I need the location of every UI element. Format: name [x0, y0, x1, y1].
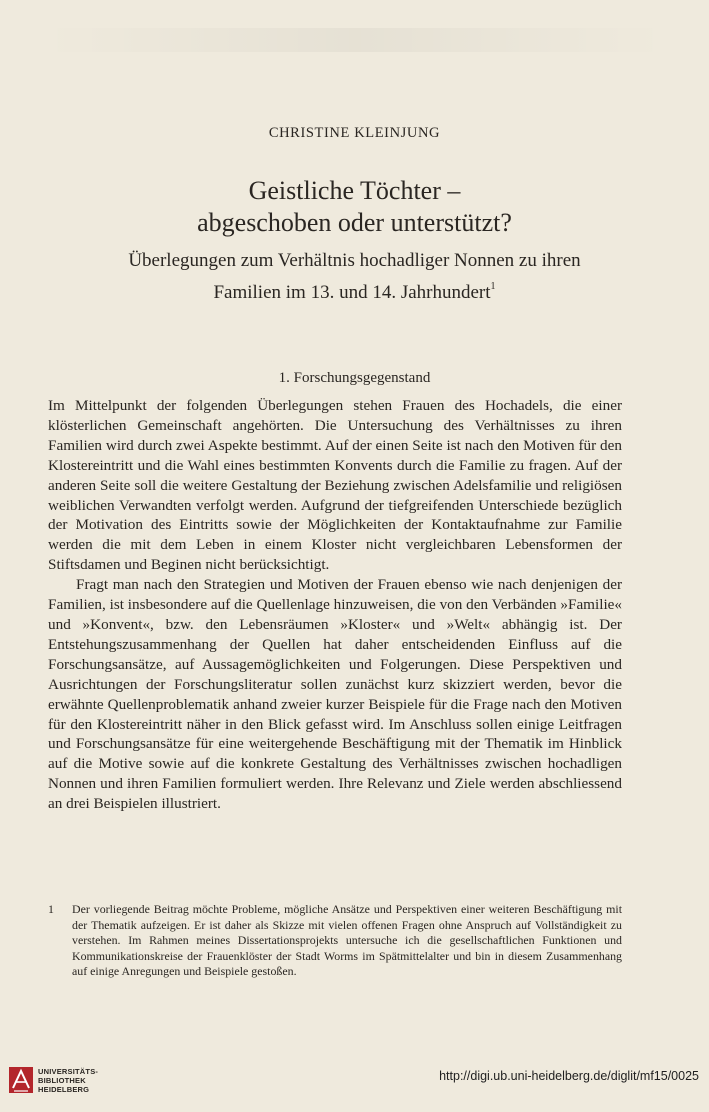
author-name: CHRISTINE KLEINJUNG: [268, 125, 441, 141]
subtitle-line-1: Überlegungen zum Verhältnis hochadliger Nonnen zu ihren: [128, 250, 581, 271]
article-title: [0, 175, 709, 239]
logo-line-3: HEIDELBERG: [38, 1084, 90, 1094]
library-logo[interactable]: [8, 1066, 98, 1094]
subtitle-line-2-text: Familien im 13. und 14. Jahrhundert: [213, 282, 491, 303]
footnote-number: 1: [48, 902, 54, 916]
paragraph-2: Fragt man nach den Strategien und Motiven der Frauen ebenso wie nach denjenigen der Familien, ist insbesondere auf die Quellenlage hinzuweisen, die von den Verbänden »Familie« und »Konvent«, bzw. den Lebensräumen »Kloster« und »Welt« abhängig ist. Der Entstehungszusammenhang der Quellen hat daher entscheidenden Einfluss auf die Forschungsansätze, auf Aussagemöglichkeiten und Folgerungen. Diese Perspektiven und Ausrichtungen der Forschungsliteratur sollen zunächst kurz skizziert werden, bevor die erwähnte Quellenproblematik anhand zweier kurzer Beispiele für die Frage nach den Motiven für den Klostereintritt näher in den Blick gefasst wird. Im Anschluss sollen einige Leitfragen und Forschungsansätze für eine weitergehende Beschäftigung mit der Thematik im Hinblick auf die Motive sowie auf die konkrete Gestaltung des Verhältnisses zwischen hochadligen Nonnen und ihren Familien formuliert werden. Ihre Relevanz und Ziele werden abschliessend an drei Beispielen illustriert.: [48, 576, 622, 813]
footnotes: [48, 902, 622, 980]
footnote-reference: 1: [490, 281, 496, 292]
bleed-through-shadow: [40, 28, 670, 52]
section-heading: 1. Forschungsgegenstand: [278, 370, 431, 386]
title-line-1: Geistliche Töchter –: [248, 176, 461, 205]
paragraph-1: Im Mittelpunkt der folgenden Überlegungen stehen Frauen des Hochadels, die einer klösterlichen Gemeinschaft angehörten. Die Untersuchung des Verhältnisses zu ihren Familien wird durch zwei Aspekte bestimmt. Auf der einen Seite ist nach den Motiven für den Klostereintritt und die Wahl eines bestimmten Konvents durch die Familie zu fragen. Auf der anderen Seite soll die weitere Gestaltung der Beziehung zwischen Adelsfamilie und religiösen weiblichen Verwandten verfolgt werden. Aufgrund der tiefgreifenden Unterschiede bezüglich der Motivation des Eintritts sowie der Möglichkeiten der Kontaktaufnahme zur Familie werden die mit dem Leben in einem Kloster nicht vergleichbaren Lebensformen der Stiftsdamen und Beginen nicht berücksichtigt.: [48, 397, 622, 574]
library-logo-text: [38, 1067, 98, 1094]
permalink-url[interactable]: http://digi.ub.uni-heidelberg.de/diglit/mf15/0025: [439, 1069, 699, 1083]
title-line-2: abgeschoben oder unterstützt?: [197, 208, 512, 237]
body-text: [48, 396, 622, 814]
logo-line-2: BIBLIOTHEK: [38, 1075, 86, 1085]
logo-line-1: UNIVERSITÄTS-: [38, 1066, 99, 1076]
subtitle-line-2: [0, 274, 709, 306]
footnote: [48, 902, 622, 980]
article-subtitle: [0, 248, 709, 306]
library-seal-icon: [8, 1066, 34, 1094]
footnote-text: Der vorliegende Beitrag möchte Probleme, mögliche Ansätze und Perspektiven einer weiteren Beschäftigung mit der Thematik aufzeigen. Er ist daher als Skizze mit vielen offenen Fragen ohne Anspruch auf Vollständigkeit zu verstehen. Im Rahmen meines Dissertationsprojekts untersuche ich die gesellschaftlichen Funktionen und Kommunikationskreise der Frauenklöster der Stadt Worms im Spätmittelalter und bin in diesem Zusammenhang auf einige Anregungen und Beispiele gestoßen.: [72, 902, 622, 978]
